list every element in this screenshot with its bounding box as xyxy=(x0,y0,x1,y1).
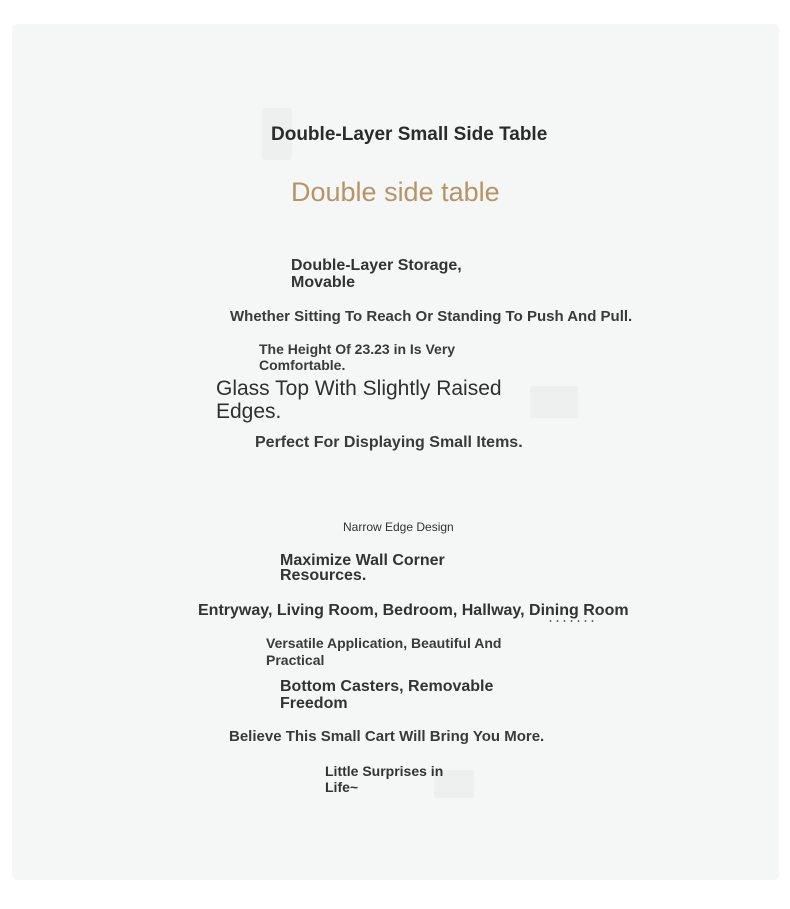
feature-text: Entryway, Living Room, Bedroom, Hallway, Dining Room xyxy=(198,602,629,619)
feature-text: Bottom Casters, Removable Freedom xyxy=(280,678,494,712)
dotted-underline xyxy=(547,620,597,622)
feature-caption: Narrow Edge Design xyxy=(343,520,454,534)
feature-text: Versatile Application, Beautiful And Practical xyxy=(266,635,502,668)
content-panel xyxy=(12,24,779,880)
page-subtitle: Double side table xyxy=(291,177,500,207)
page-title: Double-Layer Small Side Table xyxy=(271,124,548,145)
feature-text: Double-Layer Storage, Movable xyxy=(291,257,462,291)
faded-background-block xyxy=(530,386,578,418)
feature-heading: Glass Top With Slightly Raised Edges. xyxy=(216,377,502,423)
feature-text: Believe This Small Cart Will Bring You More. xyxy=(229,728,545,745)
feature-text: Maximize Wall Corner Resources. xyxy=(280,552,445,584)
feature-text: Perfect For Displaying Small Items. xyxy=(255,434,523,451)
feature-text: Whether Sitting To Reach Or Standing To Push And Pull. xyxy=(230,308,633,325)
feature-text: Little Surprises in Life~ xyxy=(325,763,444,795)
feature-text: The Height Of 23.23 in Is Very Comfortable. xyxy=(259,341,456,373)
